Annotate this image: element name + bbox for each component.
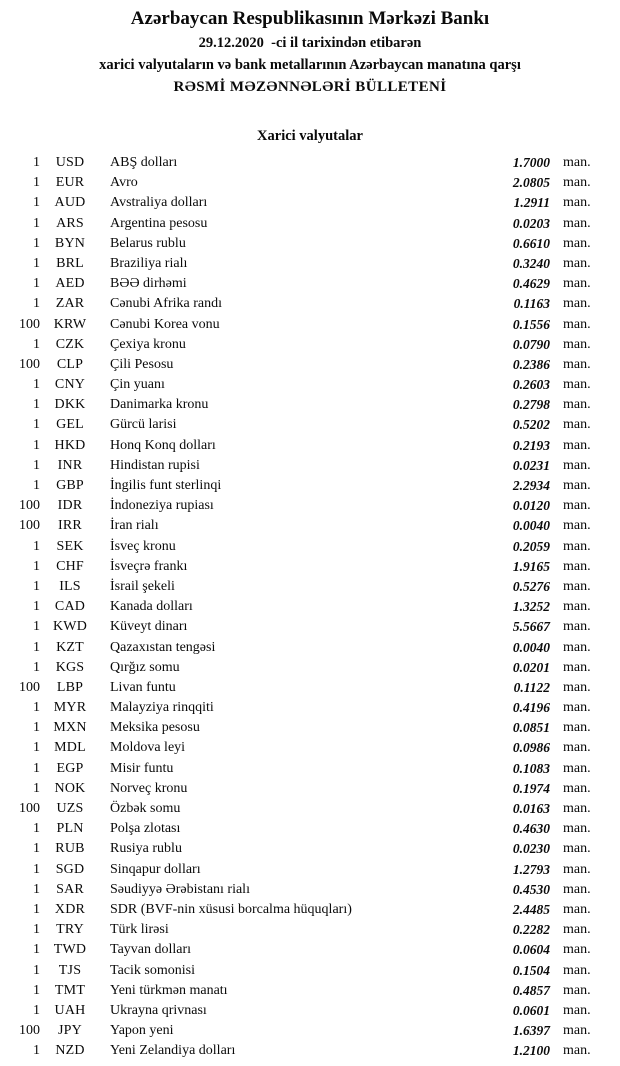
table-row <box>0 557 620 577</box>
rate-value-cell: 0.1122 <box>513 679 550 695</box>
quantity-cell: 1 <box>33 336 40 352</box>
currency-code-cell: NOK <box>54 780 86 796</box>
unit-cell: man. <box>563 679 591 695</box>
currency-code-cell: EGP <box>56 760 84 776</box>
quantity-cell: 1 <box>33 397 40 413</box>
currency-code-cell: CAD <box>54 599 86 615</box>
bank-name: Azərbaycan Respublikasının Mərkəzi Bankı <box>130 8 490 29</box>
table-row <box>0 799 620 819</box>
currency-code-cell: KRW <box>53 316 87 332</box>
currency-code-cell: IRR <box>58 518 82 534</box>
currency-name-cell: Rusiya rublu <box>110 841 182 857</box>
currency-code-cell: EUR <box>55 175 85 191</box>
unit-cell: man. <box>563 881 591 897</box>
quantity-cell: 100 <box>19 498 40 514</box>
unit-cell: man. <box>563 942 591 958</box>
table-row <box>0 335 620 355</box>
quantity-cell: 1 <box>33 700 40 716</box>
table-row <box>0 193 620 213</box>
bulletin-title: RƏSMİ MƏZƏNNƏLƏRİ BÜLLETENİ <box>173 79 447 95</box>
table-row <box>0 1001 620 1021</box>
rate-value-cell: 0.2798 <box>512 397 550 413</box>
unit-cell: man. <box>563 639 591 655</box>
currency-code-cell: CHF <box>56 558 84 574</box>
rate-value-cell: 0.1163 <box>513 296 550 312</box>
rate-value-cell: 0.0040 <box>512 518 550 534</box>
unit-cell: man. <box>563 437 591 453</box>
currency-code-cell: XDR <box>54 901 86 917</box>
rate-value-cell: 0.1556 <box>512 316 550 332</box>
quantity-cell: 1 <box>33 821 40 837</box>
rate-value-cell: 0.1083 <box>512 760 550 776</box>
quantity-cell: 1 <box>33 841 40 857</box>
unit-cell: man. <box>563 599 591 615</box>
rate-value-cell: 2.2934 <box>512 478 550 493</box>
currency-name-cell: Braziliya rialı <box>110 255 188 271</box>
table-row <box>0 274 620 294</box>
currency-code-cell: PLN <box>56 821 84 837</box>
unit-cell: man. <box>563 821 591 837</box>
currency-name-cell: Belarus rublu <box>110 235 186 251</box>
currency-code-cell: AUD <box>54 195 86 211</box>
quantity-cell: 1 <box>33 881 40 897</box>
unit-cell: man. <box>563 861 591 877</box>
table-row <box>0 940 620 960</box>
unit-cell: man. <box>563 195 591 211</box>
table-row <box>0 738 620 758</box>
currency-code-cell: INR <box>57 457 83 473</box>
table-row <box>0 839 620 859</box>
effective-date-line: 29.12.2020 -ci il tarixindən etibarən <box>198 35 422 51</box>
currency-name-cell: Yeni Zelandiya dolları <box>110 1043 236 1059</box>
quantity-cell: 1 <box>33 780 40 796</box>
unit-cell: man. <box>563 558 591 574</box>
rate-value-cell: 0.6610 <box>512 235 550 251</box>
rate-value-cell: 0.0163 <box>512 801 550 816</box>
table-row <box>0 214 620 234</box>
table-row <box>0 294 620 314</box>
currency-name-cell: Gürcü larisi <box>110 417 177 433</box>
quantity-cell: 1 <box>33 599 40 615</box>
rate-value-cell: 1.2100 <box>512 1043 550 1059</box>
currency-name-cell: Türk lirəsi <box>110 922 169 938</box>
table-row <box>0 395 620 415</box>
unit-cell: man. <box>563 457 591 473</box>
table-row <box>0 254 620 274</box>
rate-value-cell: 1.6397 <box>512 1023 550 1039</box>
unit-cell: man. <box>563 720 591 736</box>
rate-value-cell: 0.0851 <box>512 720 550 736</box>
currency-name-cell: Səudiyyə Ərəbistanı rialı <box>110 881 250 897</box>
table-row <box>0 355 620 375</box>
currency-name-cell: İran rialı <box>110 518 159 534</box>
quantity-cell: 1 <box>33 457 40 473</box>
currency-code-cell: USD <box>55 155 85 170</box>
unit-cell: man. <box>563 962 591 978</box>
currency-code-cell: CZK <box>55 336 85 352</box>
quantity-cell: 1 <box>33 740 40 756</box>
unit-cell: man. <box>563 155 591 170</box>
currency-name-cell: Honq Konq dolları <box>110 437 216 453</box>
quantity-cell: 1 <box>33 478 40 493</box>
currency-code-cell: UZS <box>56 801 84 816</box>
unit-cell: man. <box>563 740 591 756</box>
unit-cell: man. <box>563 659 591 675</box>
currency-code-cell: DKK <box>54 397 86 413</box>
currency-name-cell: Küveyt dinarı <box>110 619 188 635</box>
unit-cell: man. <box>563 518 591 534</box>
quantity-cell: 1 <box>33 175 40 191</box>
rates-table <box>0 153 620 1061</box>
rate-value-cell: 1.3252 <box>512 599 550 615</box>
table-row <box>0 577 620 597</box>
currency-code-cell: MYR <box>53 700 87 716</box>
currency-name-cell: Qazaxıstan tengəsi <box>110 639 216 655</box>
unit-cell: man. <box>563 760 591 776</box>
currency-name-cell: Çin yuanı <box>110 377 165 393</box>
rate-value-cell: 0.0230 <box>512 841 550 857</box>
quantity-cell: 1 <box>33 235 40 251</box>
quantity-cell: 1 <box>33 942 40 958</box>
table-row <box>0 516 620 536</box>
currency-name-cell: Moldova leyi <box>110 740 186 756</box>
currency-name-cell: Cənubi Afrika randı <box>110 296 222 312</box>
currency-name-cell: Misir funtu <box>110 760 174 776</box>
unit-cell: man. <box>563 901 591 917</box>
quantity-cell: 1 <box>33 538 40 554</box>
table-row <box>0 537 620 557</box>
rate-value-cell: 0.4857 <box>512 982 550 998</box>
currency-code-cell: HKD <box>54 437 86 453</box>
currency-code-cell: UAH <box>54 1002 86 1018</box>
currency-code-cell: RUB <box>55 841 85 857</box>
unit-cell: man. <box>563 478 591 493</box>
currency-code-cell: KZT <box>56 639 84 655</box>
rate-value-cell: 0.0203 <box>512 215 550 231</box>
unit-cell: man. <box>563 276 591 292</box>
table-row <box>0 315 620 335</box>
currency-name-cell: Avstraliya dolları <box>110 195 208 211</box>
currency-name-cell: İsveç kronu <box>110 538 176 554</box>
currency-code-cell: SGD <box>55 861 85 877</box>
unit-cell: man. <box>563 296 591 312</box>
quantity-cell: 1 <box>33 619 40 635</box>
table-row <box>0 234 620 254</box>
unit-cell: man. <box>563 1023 591 1039</box>
rate-value-cell: 0.2603 <box>512 377 550 393</box>
currency-code-cell: JPY <box>58 1023 82 1039</box>
unit-cell: man. <box>563 982 591 998</box>
currency-name-cell: Tacik somonisi <box>110 962 195 978</box>
quantity-cell: 1 <box>33 558 40 574</box>
unit-cell: man. <box>563 235 591 251</box>
bulletin-subtitle: xarici valyutaların və bank metallarının Azərbaycan manatına qarşı <box>99 57 521 73</box>
table-row <box>0 638 620 658</box>
quantity-cell: 1 <box>33 417 40 433</box>
rate-value-cell: 0.0120 <box>512 498 550 514</box>
rate-value-cell: 0.3240 <box>512 255 550 271</box>
quantity-cell: 1 <box>33 296 40 312</box>
quantity-cell: 1 <box>33 982 40 998</box>
currency-name-cell: SDR (BVF-nin xüsusi borcalma hüquqları) <box>110 901 352 917</box>
table-row <box>0 456 620 476</box>
rate-value-cell: 0.0040 <box>512 639 550 655</box>
unit-cell: man. <box>563 619 591 635</box>
quantity-cell: 1 <box>33 255 40 271</box>
currency-name-cell: Sinqapur dolları <box>110 861 201 877</box>
rate-value-cell: 0.0601 <box>512 1002 550 1018</box>
quantity-cell: 1 <box>33 720 40 736</box>
currency-name-cell: Norveç kronu <box>110 780 188 796</box>
currency-name-cell: Livan funtu <box>110 679 176 695</box>
table-row <box>0 496 620 516</box>
quantity-cell: 1 <box>33 639 40 655</box>
currency-name-cell: Danimarka kronu <box>110 397 209 413</box>
currency-name-cell: Meksika pesosu <box>110 720 200 736</box>
table-row <box>0 698 620 718</box>
currency-name-cell: Yeni türkmən manatı <box>110 982 228 998</box>
currency-name-cell: Tayvan dolları <box>110 942 192 958</box>
table-row <box>0 678 620 698</box>
unit-cell: man. <box>563 1043 591 1059</box>
quantity-cell: 1 <box>33 195 40 211</box>
currency-code-cell: GEL <box>56 417 84 433</box>
table-row <box>0 880 620 900</box>
rate-value-cell: 0.4630 <box>512 821 550 837</box>
quantity-cell: 100 <box>19 801 40 816</box>
rate-value-cell: 0.0604 <box>512 942 550 958</box>
unit-cell: man. <box>563 417 591 433</box>
quantity-cell: 1 <box>33 276 40 292</box>
quantity-cell: 100 <box>19 356 40 372</box>
rate-value-cell: 1.2793 <box>512 861 550 877</box>
quantity-cell: 100 <box>19 1023 40 1039</box>
rate-value-cell: 0.2386 <box>512 356 550 372</box>
quantity-cell: 1 <box>33 437 40 453</box>
currency-name-cell: Kanada dolları <box>110 599 193 615</box>
currency-code-cell: ARS <box>56 215 84 231</box>
unit-cell: man. <box>563 578 591 594</box>
currency-name-cell: Çexiya kronu <box>110 336 186 352</box>
currency-code-cell: CNY <box>54 377 86 393</box>
currency-code-cell: TRY <box>56 922 84 938</box>
table-row <box>0 1041 620 1061</box>
rate-value-cell: 1.2911 <box>513 195 550 211</box>
section-title: Xarici valyutalar <box>257 128 363 144</box>
currency-name-cell: BƏƏ dirhəmi <box>110 276 187 292</box>
quantity-cell: 1 <box>33 659 40 675</box>
currency-code-cell: AED <box>55 276 85 292</box>
currency-name-cell: Malayziya rinqqiti <box>110 700 214 716</box>
currency-name-cell: Ukrayna qrivnası <box>110 1002 207 1018</box>
table-row <box>0 981 620 1001</box>
currency-code-cell: KWD <box>52 619 88 635</box>
unit-cell: man. <box>563 397 591 413</box>
currency-name-cell: Argentina pesosu <box>110 215 208 231</box>
unit-cell: man. <box>563 175 591 191</box>
table-row <box>0 436 620 456</box>
rate-value-cell: 0.2282 <box>512 922 550 938</box>
currency-name-cell: ABŞ dolları <box>110 155 178 170</box>
rate-value-cell: 0.0986 <box>512 740 550 756</box>
rate-value-cell: 0.1504 <box>512 962 550 978</box>
currency-name-cell: İngilis funt sterlinqi <box>110 478 222 493</box>
table-row <box>0 617 620 637</box>
table-row <box>0 375 620 395</box>
quantity-cell: 1 <box>33 578 40 594</box>
rate-value-cell: 0.0231 <box>512 457 550 473</box>
rate-value-cell: 2.0805 <box>512 175 550 191</box>
table-row <box>0 718 620 738</box>
rate-value-cell: 1.9165 <box>512 558 550 574</box>
table-row <box>0 759 620 779</box>
rate-value-cell: 0.2193 <box>512 437 550 453</box>
quantity-cell: 1 <box>33 962 40 978</box>
currency-name-cell: Hindistan rupisi <box>110 457 200 473</box>
currency-code-cell: BYN <box>54 235 86 251</box>
table-row <box>0 597 620 617</box>
quantity-cell: 1 <box>33 922 40 938</box>
table-row <box>0 153 620 173</box>
quantity-cell: 1 <box>33 377 40 393</box>
currency-name-cell: Avro <box>110 175 138 191</box>
table-row <box>0 819 620 839</box>
rate-value-cell: 0.0790 <box>512 336 550 352</box>
unit-cell: man. <box>563 255 591 271</box>
unit-cell: man. <box>563 316 591 332</box>
currency-code-cell: MXN <box>53 720 87 736</box>
currency-name-cell: İndoneziya rupiası <box>110 498 214 514</box>
currency-code-cell: CLP <box>56 356 84 372</box>
currency-code-cell: TWD <box>53 942 87 958</box>
rate-value-cell: 0.1974 <box>512 780 550 796</box>
unit-cell: man. <box>563 801 591 816</box>
unit-cell: man. <box>563 215 591 231</box>
table-row <box>0 920 620 940</box>
currency-name-cell: Qırğız somu <box>110 659 180 675</box>
rate-value-cell: 0.4629 <box>512 276 550 292</box>
unit-cell: man. <box>563 498 591 514</box>
unit-cell: man. <box>563 356 591 372</box>
currency-code-cell: TJS <box>58 962 82 978</box>
rate-value-cell: 2.4485 <box>512 901 550 917</box>
rate-value-cell: 0.5276 <box>512 578 550 594</box>
rate-value-cell: 0.4530 <box>512 881 550 897</box>
rate-value-cell: 5.5667 <box>512 619 550 635</box>
currency-name-cell: İsrail şekeli <box>110 578 175 594</box>
unit-cell: man. <box>563 336 591 352</box>
table-row <box>0 900 620 920</box>
rate-value-cell: 0.0201 <box>512 659 550 675</box>
quantity-cell: 1 <box>33 861 40 877</box>
unit-cell: man. <box>563 1002 591 1018</box>
table-row <box>0 415 620 435</box>
table-row <box>0 658 620 678</box>
currency-name-cell: Yapon yeni <box>110 1023 174 1039</box>
unit-cell: man. <box>563 538 591 554</box>
quantity-cell: 1 <box>33 155 40 170</box>
rate-value-cell: 1.7000 <box>512 155 550 170</box>
table-row <box>0 860 620 880</box>
currency-code-cell: GBP <box>56 478 84 493</box>
unit-cell: man. <box>563 700 591 716</box>
currency-name-cell: İsveçrə frankı <box>110 558 188 574</box>
table-row <box>0 1021 620 1041</box>
currency-name-cell: Çili Pesosu <box>110 356 174 372</box>
currency-code-cell: TMT <box>54 982 86 998</box>
unit-cell: man. <box>563 841 591 857</box>
currency-code-cell: SEK <box>56 538 84 554</box>
quantity-cell: 1 <box>33 1043 40 1059</box>
rate-value-cell: 0.4196 <box>512 700 550 716</box>
quantity-cell: 1 <box>33 1002 40 1018</box>
table-row <box>0 779 620 799</box>
currency-code-cell: ZAR <box>55 296 85 312</box>
currency-code-cell: LBP <box>56 679 84 695</box>
currency-code-cell: IDR <box>57 498 83 514</box>
table-row <box>0 173 620 193</box>
currency-name-cell: Polşa zlotası <box>110 821 181 837</box>
currency-code-cell: NZD <box>55 1043 85 1059</box>
rate-value-cell: 0.5202 <box>512 417 550 433</box>
unit-cell: man. <box>563 377 591 393</box>
unit-cell: man. <box>563 922 591 938</box>
document-header <box>0 0 620 98</box>
quantity-cell: 1 <box>33 760 40 776</box>
currency-code-cell: ILS <box>59 578 81 594</box>
table-row <box>0 476 620 496</box>
currency-code-cell: BRL <box>56 255 84 271</box>
quantity-cell: 100 <box>19 679 40 695</box>
quantity-cell: 100 <box>19 518 40 534</box>
currency-code-cell: MDL <box>54 740 86 756</box>
quantity-cell: 1 <box>33 901 40 917</box>
currency-name-cell: Cənubi Korea vonu <box>110 316 220 332</box>
table-row <box>0 961 620 981</box>
rate-value-cell: 0.2059 <box>512 538 550 554</box>
currency-code-cell: SAR <box>56 881 84 897</box>
currency-code-cell: KGS <box>55 659 85 675</box>
currency-name-cell: Özbək somu <box>110 801 181 816</box>
quantity-cell: 1 <box>33 215 40 231</box>
unit-cell: man. <box>563 780 591 796</box>
quantity-cell: 100 <box>19 316 40 332</box>
